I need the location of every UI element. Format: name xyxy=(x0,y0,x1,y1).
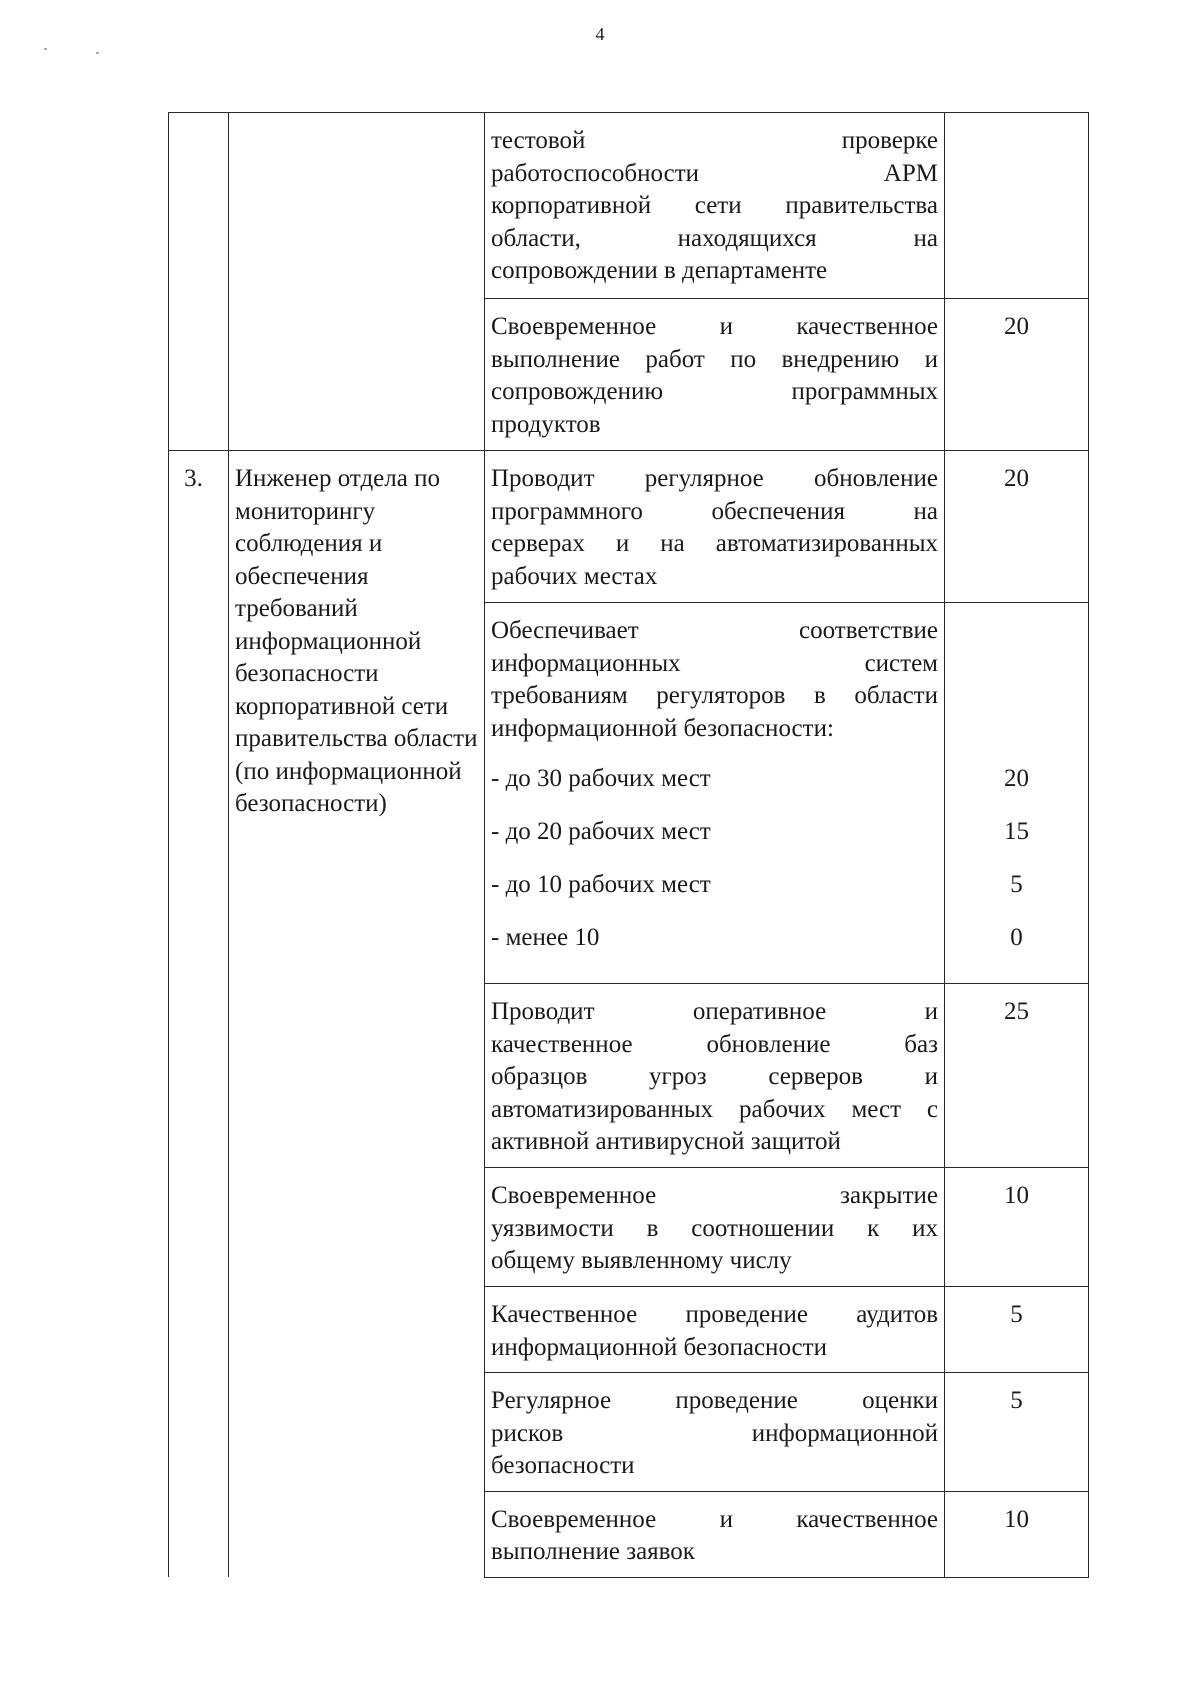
points-cell: 25 xyxy=(945,984,1089,1168)
sub-item-label: - менее 10 xyxy=(491,924,600,951)
table-row xyxy=(169,113,1089,299)
indicator-cell xyxy=(485,1168,945,1287)
table-row xyxy=(169,451,1089,603)
position-cell xyxy=(229,113,485,451)
indicator-line: уязвимости в соотношении к их xyxy=(491,1214,938,1242)
indicator-line: качественное обновление баз xyxy=(491,1030,938,1058)
indicator-line: сопровождению программных xyxy=(491,378,938,405)
indicator-cell xyxy=(485,1287,945,1373)
sub-item-label: - до 30 рабочих мест xyxy=(491,765,711,792)
indicator-line: выполнение заявок xyxy=(491,1538,695,1565)
points-cell: 5 xyxy=(945,1373,1089,1492)
workplaces-sub-list xyxy=(491,763,938,975)
indicator-line: Проводит регулярное обновление xyxy=(491,465,938,492)
indicator-cell xyxy=(485,1373,945,1492)
indicator-line: рабочих местах xyxy=(491,562,658,590)
scan-speck xyxy=(96,52,99,54)
points-spacer xyxy=(947,615,1086,763)
indicator-line: образцов угроз серверов и xyxy=(491,1063,938,1090)
indicator-line: корпоративной сети правительства xyxy=(491,192,938,219)
sub-item-points: 0 xyxy=(1010,924,1023,951)
points-cell: 20 xyxy=(945,299,1089,451)
indicator-line: рисков информационной xyxy=(491,1419,938,1447)
indicator-line: Проводит оперативное и xyxy=(491,998,938,1025)
indicator-cell xyxy=(485,451,945,603)
indicator-line: программного обеспечения на xyxy=(491,497,938,525)
points-cell: 5 xyxy=(945,1287,1089,1373)
indicator-cell xyxy=(485,984,945,1168)
sub-item-points: 20 xyxy=(1004,765,1029,792)
indicator-line: серверах и на автоматизированных xyxy=(491,530,938,557)
indicator-line: общему выявленному числу xyxy=(491,1247,792,1274)
indicator-line: информационной безопасности: xyxy=(491,714,834,742)
points-cell: 10 xyxy=(945,1168,1089,1287)
points-cell xyxy=(945,113,1089,299)
indicator-cell xyxy=(485,299,945,451)
indicator-line: Качественное проведение аудитов xyxy=(491,1301,938,1328)
indicator-line: области, находящихся на xyxy=(491,224,938,252)
evaluation-criteria-table xyxy=(168,112,1089,1578)
sub-item-label: - до 20 рабочих мест xyxy=(491,818,711,845)
indicator-line: автоматизированных рабочих мест с xyxy=(491,1095,938,1123)
indicator-line: требованиям регуляторов в области xyxy=(491,682,938,709)
indicator-line: продуктов xyxy=(491,410,601,438)
indicator-cell xyxy=(485,113,945,299)
indicator-line: Своевременное и качественное xyxy=(491,1505,938,1533)
row-number-cell: 3. xyxy=(169,451,229,1578)
page-number: 4 xyxy=(595,24,605,44)
indicator-line: выполнение работ по внедрению и xyxy=(491,345,938,373)
indicator-line: Регулярное проведение оценки xyxy=(491,1387,938,1414)
indicator-line: Своевременное и качественное xyxy=(491,313,938,340)
row-number-cell xyxy=(169,113,229,451)
indicator-line: активной антивирусной защитой xyxy=(491,1128,841,1155)
indicator-line: сопровождении в департаменте xyxy=(491,257,828,284)
sub-item-points: 5 xyxy=(1010,871,1023,898)
scan-speck xyxy=(44,48,47,50)
sub-item-points: 15 xyxy=(1004,818,1029,845)
points-cell xyxy=(945,603,1089,984)
indicator-cell xyxy=(485,603,945,984)
indicator-line: безопасности xyxy=(491,1452,635,1479)
indicator-line: Своевременное закрытие xyxy=(491,1182,938,1209)
indicator-line: работоспособности АРМ xyxy=(491,159,938,187)
points-cell: 20 xyxy=(945,451,1089,603)
indicator-line: тестовой проверке xyxy=(491,127,938,154)
indicator-cell xyxy=(485,1491,945,1577)
points-cell: 10 xyxy=(945,1491,1089,1577)
indicator-line: информационных систем xyxy=(491,649,938,677)
position-cell: Инженер отдела по мониторингу соблюдения и обеспечения требований информационной безопасности корпоративной сети правительства области (по информационной безопасности) xyxy=(229,451,485,1578)
indicator-line: информационной безопасности xyxy=(491,1333,827,1361)
sub-item-label: - до 10 рабочих мест xyxy=(491,871,711,898)
indicator-line: Обеспечивает соответствие xyxy=(491,617,938,644)
